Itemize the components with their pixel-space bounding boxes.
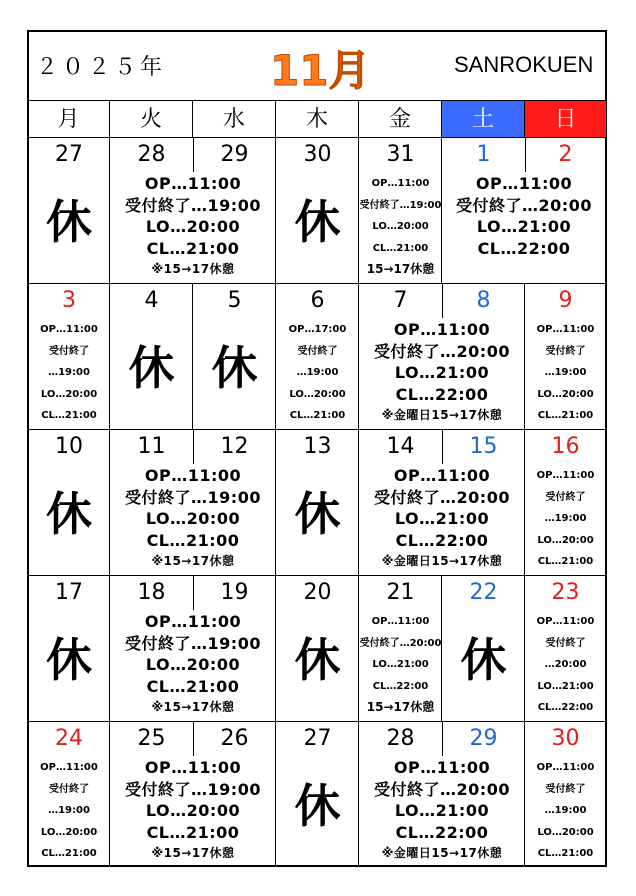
hours-line: 受付終了 [545, 491, 586, 503]
closed-mark: 休 [294, 779, 341, 833]
day-number: 23 [551, 580, 580, 605]
hours-block [110, 757, 276, 865]
closed-mark: 休 [128, 341, 175, 395]
day-number: 2 [558, 142, 573, 167]
weekday-header: 月 [28, 101, 110, 138]
hours-block [110, 173, 276, 281]
hours-line: CL…21:00 [537, 410, 594, 421]
day-number: 18 [137, 580, 166, 605]
hours-line: …19:00 [48, 367, 90, 378]
day-number: 11 [137, 434, 166, 459]
hours-line: …19:00 [544, 513, 587, 524]
hours-line: CL…22:00 [477, 238, 571, 258]
day-number: 14 [386, 434, 415, 459]
closed-mark: 休 [211, 341, 258, 395]
day-number: 29 [469, 726, 498, 751]
day-number: 25 [137, 726, 166, 751]
hours-block [359, 173, 442, 281]
hours-block [110, 465, 276, 573]
hours-line: ※15→17休憩 [151, 846, 235, 860]
hours-line: CL…21:00 [146, 676, 240, 696]
hours-line: CL…21:00 [537, 848, 594, 859]
hours-line: CL…22:00 [395, 530, 489, 550]
hours-line: OP…11:00 [371, 178, 430, 189]
hours-line: CL…21:00 [372, 242, 429, 254]
day-number: 27 [55, 142, 83, 167]
hours-line: CL…22:00 [372, 680, 429, 692]
day-number: 8 [476, 288, 491, 313]
weekday-header: 水 [193, 101, 276, 138]
hours-line: CL…21:00 [289, 410, 346, 421]
hours-line: LO…20:00 [145, 801, 241, 820]
hours-line: LO…20:00 [537, 826, 594, 838]
hours-line: OP…11:00 [536, 616, 595, 627]
hours-line: …19:00 [544, 367, 587, 378]
hours-block [525, 465, 606, 573]
day-number: 3 [62, 288, 76, 313]
hours-line: LO…20:00 [537, 388, 594, 400]
hours-line: 受付終了…20:00 [374, 779, 510, 799]
hours-line: LO…20:00 [40, 388, 98, 400]
day-number: 12 [220, 434, 249, 459]
day-number: 5 [227, 288, 242, 313]
day-number: 15 [469, 434, 498, 459]
day-number: 31 [386, 142, 415, 167]
hours-line: 受付終了…19:00 [359, 199, 442, 211]
closed-mark: 休 [294, 633, 341, 687]
hours-line: CL…21:00 [146, 822, 240, 842]
hours-line: LO…21:00 [394, 801, 490, 820]
hours-line: 受付終了…19:00 [125, 633, 261, 653]
hours-line: ※金曜日15→17休憩 [381, 846, 503, 860]
closed-mark: 休 [460, 633, 507, 687]
hours-line: LO…20:00 [40, 826, 98, 838]
hours-block [28, 757, 110, 865]
closed-mark: 休 [294, 487, 341, 541]
hours-line: ※金曜日15→17休憩 [381, 554, 503, 568]
closed-mark: 休 [46, 195, 92, 249]
day-number: 26 [220, 726, 249, 751]
day-number: 24 [55, 726, 83, 751]
hours-line: OP…11:00 [371, 616, 430, 627]
brand-name: SANROKUEN [454, 52, 594, 77]
hours-line: OP…11:00 [536, 324, 595, 335]
weekday-header: 金 [359, 101, 442, 138]
hours-line: CL…21:00 [146, 238, 240, 258]
year-label: ２０２５年 [36, 55, 167, 80]
hours-line: ※15→17休憩 [151, 262, 235, 276]
hours-line: OP…11:00 [393, 466, 491, 485]
hours-line: LO…20:00 [537, 534, 594, 546]
hours-block [525, 611, 606, 719]
hours-block [359, 465, 525, 573]
hours-block [110, 611, 276, 719]
hours-line: 受付終了…20:00 [359, 637, 442, 649]
hours-line: OP…11:00 [536, 470, 595, 481]
hours-line: ※金曜日15→17休憩 [381, 408, 503, 422]
day-number: 1 [476, 142, 491, 167]
hours-line: LO…20:00 [145, 509, 241, 528]
hours-line: LO…20:00 [372, 221, 429, 232]
hours-line: LO…21:00 [372, 659, 429, 670]
hours-line: OP…11:00 [144, 466, 242, 485]
day-number: 10 [55, 434, 83, 459]
weekday-header: 木 [276, 101, 359, 138]
hours-block [525, 319, 606, 427]
day-number: 9 [558, 288, 573, 313]
hours-line: OP…11:00 [475, 174, 573, 193]
hours-line: OP…11:00 [144, 612, 242, 631]
hours-line: LO…20:00 [289, 388, 346, 400]
day-number: 22 [469, 580, 498, 605]
hours-line: OP…11:00 [144, 758, 242, 777]
hours-line: 受付終了…20:00 [374, 487, 510, 507]
day-number: 27 [303, 726, 332, 751]
closed-mark: 休 [46, 487, 92, 541]
hours-line: CL…21:00 [41, 410, 97, 421]
hours-line: CL…21:00 [41, 848, 97, 859]
hours-line: LO…20:00 [145, 217, 241, 236]
day-number: 19 [220, 580, 249, 605]
hours-line: CL…22:00 [537, 702, 594, 713]
hours-line: …20:00 [544, 659, 587, 670]
day-number: 17 [55, 580, 83, 605]
hours-line: OP…11:00 [393, 758, 491, 777]
day-number: 30 [303, 142, 332, 167]
hours-line: 受付終了 [545, 637, 586, 649]
hours-line: 受付終了 [49, 783, 89, 795]
hours-line: OP…11:00 [144, 174, 242, 193]
hours-line: OP…11:00 [393, 320, 491, 339]
hours-line: CL…22:00 [395, 384, 489, 404]
hours-block [28, 319, 110, 427]
hours-line: 受付終了…19:00 [125, 487, 261, 507]
day-number: 13 [303, 434, 332, 459]
weekday-header: 火 [110, 101, 193, 138]
hours-block [525, 757, 606, 865]
day-number: 21 [386, 580, 415, 605]
hours-line: OP…17:00 [288, 324, 347, 335]
hours-block [359, 319, 525, 427]
weekday-header: 土 [442, 101, 525, 138]
hours-line: LO…21:00 [537, 680, 594, 692]
hours-line: LO…20:00 [145, 655, 241, 674]
hours-line: 受付終了 [545, 345, 586, 357]
day-number: 7 [393, 288, 408, 313]
hours-line: ※15→17休憩 [151, 554, 235, 568]
hours-line: 受付終了 [297, 345, 338, 357]
hours-line: ※15→17休憩 [151, 700, 235, 714]
hours-block [442, 173, 606, 259]
day-number: 4 [144, 288, 159, 313]
hours-line: …19:00 [296, 367, 339, 378]
hours-line: 15→17休憩 [366, 700, 435, 714]
hours-line: LO…21:00 [394, 509, 490, 528]
hours-line: LO…21:00 [476, 217, 572, 236]
hours-block [276, 319, 359, 427]
hours-line: OP…11:00 [536, 762, 595, 773]
day-number: 16 [551, 434, 580, 459]
hours-line: 受付終了…19:00 [125, 195, 261, 215]
hours-line: LO…21:00 [394, 363, 490, 382]
hours-line: 受付終了…20:00 [456, 195, 592, 215]
hours-line: CL…22:00 [395, 822, 489, 842]
hours-line: OP…11:00 [40, 324, 98, 335]
hours-line: 受付終了…19:00 [125, 779, 261, 799]
day-number: 6 [310, 288, 325, 313]
hours-block [359, 611, 442, 719]
closed-mark: 休 [46, 633, 92, 687]
closed-mark: 休 [294, 195, 341, 249]
hours-line: OP…11:00 [40, 762, 98, 773]
hours-line: 受付終了…20:00 [374, 341, 510, 361]
hours-line: …19:00 [48, 805, 90, 816]
day-number: 28 [386, 726, 415, 751]
hours-line: CL…21:00 [537, 556, 594, 567]
hours-line: 受付終了 [49, 345, 89, 357]
day-number: 28 [137, 142, 166, 167]
day-number: 20 [303, 580, 332, 605]
hours-line: CL…21:00 [146, 530, 240, 550]
hours-block [359, 757, 525, 865]
weekday-header: 日 [525, 101, 606, 138]
month-title: 11月 [270, 46, 371, 95]
hours-line: 15→17休憩 [366, 262, 435, 276]
hours-line: …19:00 [544, 805, 587, 816]
day-number: 29 [220, 142, 249, 167]
hours-line: 受付終了 [545, 783, 586, 795]
day-number: 30 [551, 726, 580, 751]
